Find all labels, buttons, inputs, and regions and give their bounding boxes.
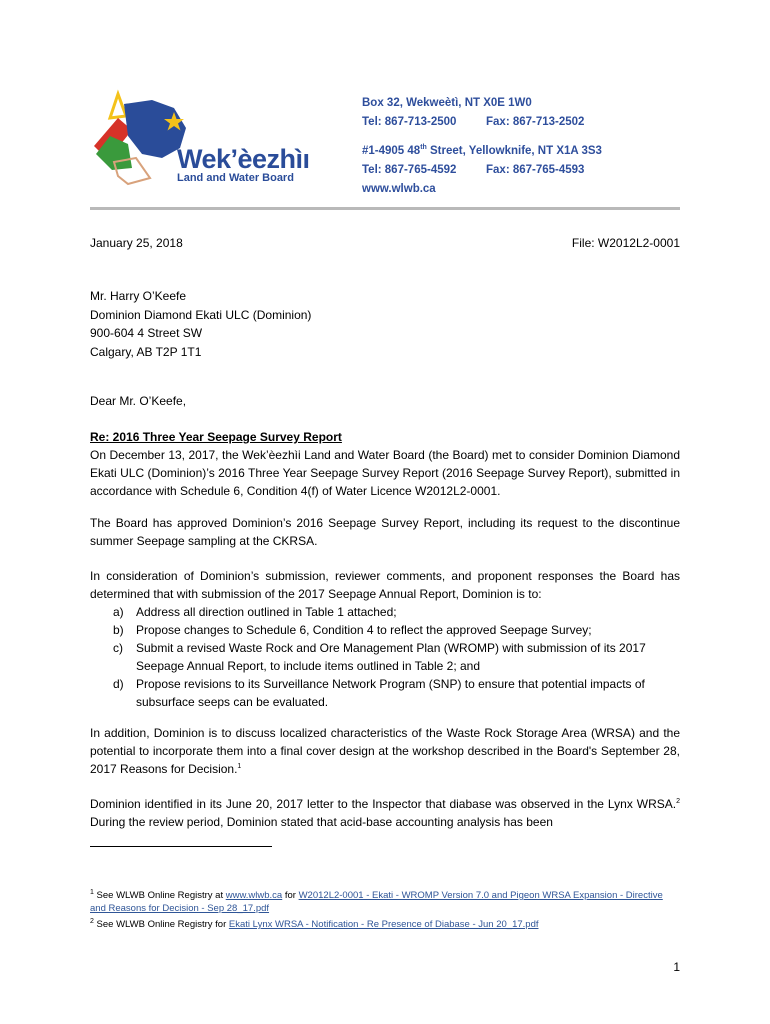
list-item-text: Propose changes to Schedule 6, Condition 4 to reflect the approved Seepage Survey; — [136, 623, 592, 637]
footnote-1-text: See WLWB Online Registry at — [93, 890, 226, 901]
website[interactable]: www.wlwb.ca — [362, 183, 436, 195]
footnote-1-mid: for — [282, 890, 299, 901]
footnote-separator — [90, 846, 272, 847]
address-line-2-start: #1-4905 48 — [362, 145, 421, 157]
wlwb-logo — [88, 88, 328, 196]
fax-2: Fax: 867-765-4593 — [486, 164, 585, 176]
recipient-name: Mr. Harry O’Keefe — [90, 289, 187, 303]
directions-list — [113, 603, 680, 711]
paragraph-5-text-a: Dominion identified in its June 20, 2017 letter to the Inspector that diabase was observed in the Lynx WRSA. — [90, 797, 677, 811]
salutation: Dear Mr. O’Keefe, — [90, 394, 187, 408]
footnote-ref-2[interactable]: 2 — [676, 798, 680, 805]
logo-subtitle: Land and Water Board — [177, 172, 294, 184]
footnote-2-number: 2 — [90, 917, 94, 925]
paragraph-2: The Board has approved Dominion’s 2016 Seepage Survey Report, including its request to the discontinue summer Seepage sampling at the CKRSA. — [90, 516, 680, 548]
address-line-1: Box 32, Wekweètì, NT X0E 1W0 — [362, 97, 532, 109]
list-marker: b) — [113, 623, 124, 637]
contact-row-2 — [362, 161, 602, 180]
file-number: File: W2012L2-0001 — [571, 236, 680, 250]
tel-2: Tel: 867-765-4592 — [362, 164, 457, 176]
footnote-1 — [90, 889, 680, 915]
diabase-notification-link[interactable]: Ekati Lynx WRSA - Notification - Re Presence of Diabase - Jun 20_17.pdf — [228, 919, 539, 930]
address-line-2 — [362, 142, 602, 161]
footnote-ref-1[interactable]: 1 — [237, 763, 242, 770]
paragraph-1: On December 13, 2017, the Wek’èezhìi Land and Water Board (the Board) met to consider Dominion Diamond Ekati ULC (Dominion)’s 2016 Three Year Seepage Survey Report (2016 Seepage Survey Report), submitted in accordance with Schedule 6, Condition 4(f) of Water Licence W2012L2-0001. — [90, 448, 680, 498]
page-number: 1 — [673, 960, 680, 974]
tel-1: Tel: 867-713-2500 — [362, 116, 457, 128]
list-marker: a) — [113, 605, 124, 619]
contact-row-1 — [362, 113, 602, 132]
list-item — [113, 603, 680, 621]
paragraph-5 — [90, 795, 680, 831]
address-line-2-end: Street, Yellowknife, NT X1A 3S3 — [426, 145, 602, 157]
list-marker: c) — [113, 641, 123, 655]
registry-link[interactable]: www.wlwb.ca — [225, 890, 283, 901]
header-divider — [90, 207, 680, 210]
list-item — [113, 639, 680, 675]
footnote-2-text: See WLWB Online Registry for — [93, 919, 229, 930]
paragraph-4-text: In addition, Dominion is to discuss localized characteristics of the Waste Rock Storage Area (WRSA) and the potential to incorporate them into a final cover design at the workshop described in the Board's September 28, 2017 Reasons for Decision. — [90, 726, 680, 776]
logo-wordmark: Wek’èezhìı — [177, 144, 310, 174]
recipient-company: Dominion Diamond Ekati ULC (Dominion) — [90, 307, 312, 322]
recipient-address — [90, 287, 311, 361]
recipient-street: 900-604 4 Street SW — [90, 326, 203, 340]
list-item — [113, 621, 680, 639]
subject-line: Re: 2016 Three Year Seepage Survey Report — [90, 430, 342, 444]
wromp-document-link[interactable]: W2012L2-0001 - Ekati - WROMP Version 7.0 and Pigeon WRSA Expansion - Directive and Reasons for Decision - Sep 28_17.pdf — [90, 890, 663, 914]
list-item-text: Propose revisions to its Surveillance Network Program (SNP) to ensure that potential impacts of subsurface seeps can be evaluated. — [136, 677, 645, 709]
recipient-city: Calgary, AB T2P 1T1 — [90, 344, 202, 359]
list-marker: d) — [113, 677, 124, 691]
list-item — [113, 675, 680, 711]
subject-and-intro — [90, 428, 680, 500]
letter-date: January 25, 2018 — [90, 236, 183, 250]
list-item-text: Address all direction outlined in Table 1 attached; — [136, 605, 397, 619]
fax-1: Fax: 867-713-2502 — [486, 116, 585, 128]
paragraph-5-text-b: During the review period, Dominion stated that acid-base accounting analysis has been — [90, 815, 553, 829]
letterhead-address — [362, 94, 602, 199]
footnote-2 — [90, 918, 680, 931]
footnote-1-number: 1 — [90, 888, 94, 896]
list-item-text: Submit a revised Waste Rock and Ore Management Plan (WROMP) with submission of its 2017 Seepage Annual Report, to include items outlined in Table 2; and — [136, 641, 646, 673]
paragraph-4 — [90, 724, 680, 778]
address-line-2-sup: th — [420, 144, 427, 152]
paragraph-3: In consideration of Dominion’s submission, reviewer comments, and proponent responses the Board has determined that with submission of the 2017 Seepage Annual Report, Dominion is to: — [90, 569, 680, 601]
